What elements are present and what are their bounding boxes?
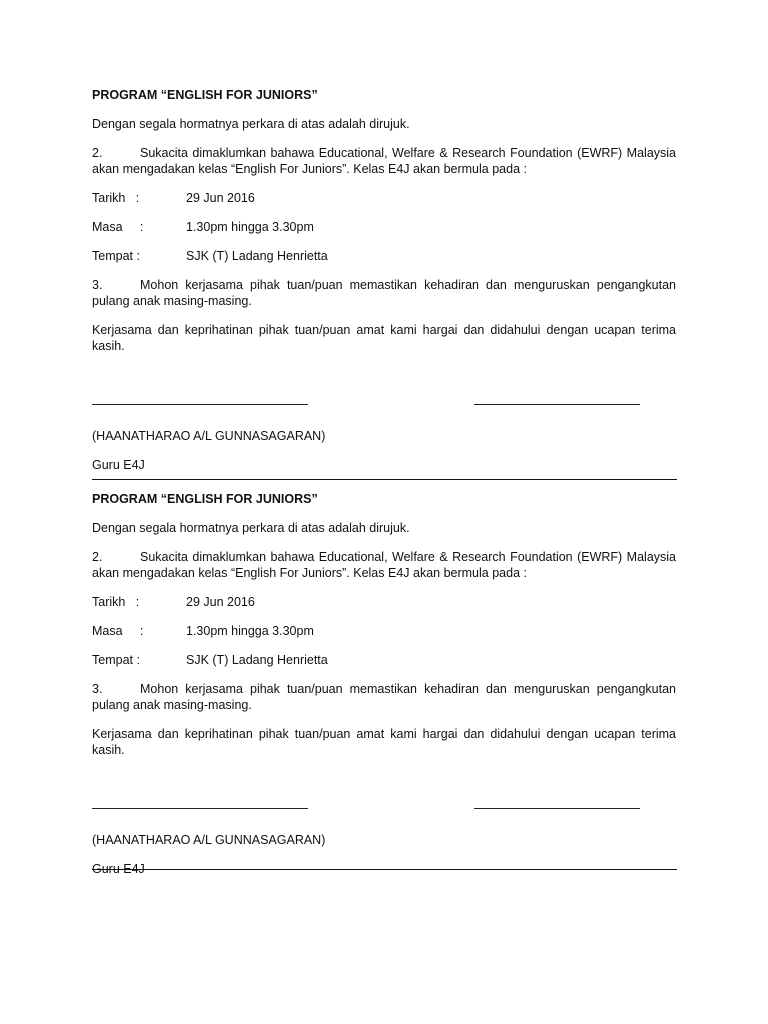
detail-value: 1.30pm hingga 3.30pm [186,624,314,638]
signature-line-right [474,808,640,809]
paragraph-text: Mohon kerjasama pihak tuan/puan memastikan kehadiran dan menguruskan pengangkutan pulang anak masing-masing. [92,278,676,308]
letter-title: PROGRAM “ENGLISH FOR JUNIORS” [92,88,318,102]
intro-paragraph: Dengan segala hormatnya perkara di atas adalah dirujuk. [92,521,410,535]
detail-value: SJK (T) Ladang Henrietta [186,653,328,667]
signature-line-left [92,404,308,405]
letter-title: PROGRAM “ENGLISH FOR JUNIORS” [92,492,318,506]
paragraph-text: Mohon kerjasama pihak tuan/puan memastikan kehadiran dan menguruskan pengangkutan pulang anak masing-masing. [92,682,676,712]
signer-role: Guru E4J [92,862,145,876]
closing-paragraph: Kerjasama dan keprihatinan pihak tuan/puan amat kami hargai dan didahului dengan ucapan terima kasih. [92,323,676,353]
paragraph-number: 2. [92,146,103,160]
bottom-divider [92,869,677,870]
detail-label: Tempat : [92,249,140,263]
detail-row-place [92,652,676,668]
paragraph-number: 3. [92,278,103,292]
detail-value: SJK (T) Ladang Henrietta [186,249,328,263]
paragraph-number: 3. [92,682,103,696]
signature-lines [92,802,676,818]
detail-row-time [92,219,676,235]
detail-label: Masa : [92,624,144,638]
paragraph-text: Sukacita dimaklumkan bahawa Educational, Welfare & Research Foundation (EWRF) Malaysia akan mengadakan kelas “English For Juniors”. Kelas E4J akan bermula pada : [92,550,676,580]
closing-paragraph: Kerjasama dan keprihatinan pihak tuan/puan amat kami hargai dan didahului dengan ucapan terima kasih. [92,727,676,757]
detail-value: 29 Jun 2016 [186,595,255,609]
detail-label: Tempat : [92,653,140,667]
signature-line-left [92,808,308,809]
detail-label: Tarikh : [92,595,140,609]
paragraph-number: 2. [92,550,103,564]
detail-row-date [92,594,676,610]
paragraph-3 [92,681,676,713]
detail-value: 1.30pm hingga 3.30pm [186,220,314,234]
detail-row-time [92,623,676,639]
cut-divider [92,479,677,480]
detail-label: Masa : [92,220,144,234]
paragraph-2 [92,145,676,177]
signature-lines [92,398,676,414]
letter-section-1 [92,87,676,473]
paragraph-3 [92,277,676,309]
paragraph-text: Sukacita dimaklumkan bahawa Educational, Welfare & Research Foundation (EWRF) Malaysia akan mengadakan kelas “English For Juniors”. Kelas E4J akan bermula pada : [92,146,676,176]
signer-name: (HAANATHARAO A/L GUNNASAGARAN) [92,833,326,847]
signer-name: (HAANATHARAO A/L GUNNASAGARAN) [92,429,326,443]
detail-value: 29 Jun 2016 [186,191,255,205]
paragraph-2 [92,549,676,581]
detail-row-date [92,190,676,206]
detail-label: Tarikh : [92,191,140,205]
signature-line-right [474,404,640,405]
detail-row-place [92,248,676,264]
letter-section-2 [92,491,676,877]
intro-paragraph: Dengan segala hormatnya perkara di atas adalah dirujuk. [92,117,410,131]
signer-role: Guru E4J [92,458,145,472]
